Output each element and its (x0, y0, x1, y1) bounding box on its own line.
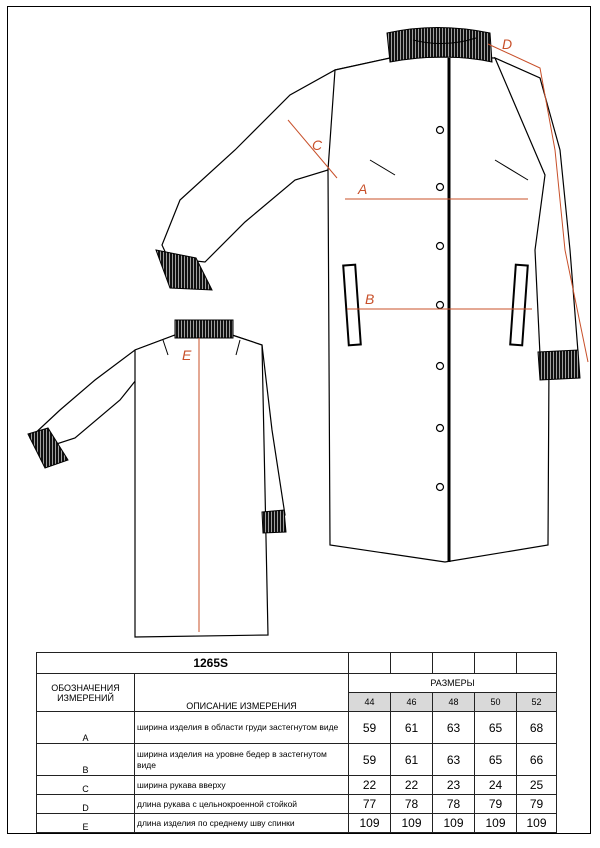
table-header-row (37, 674, 557, 693)
back-collar (175, 320, 233, 338)
row-value: 78 (391, 795, 433, 814)
row-value: 22 (391, 776, 433, 795)
row-code: B (37, 744, 135, 776)
coat-back-view (30, 335, 285, 637)
button (437, 127, 444, 134)
back-right-cuff (262, 510, 286, 533)
label-d: D (502, 36, 513, 52)
row-description: ширина изделия на уровне бедер в застегнутом виде (135, 744, 349, 776)
measurement-table (36, 652, 557, 833)
header-sizes: РАЗМЕРЫ (349, 674, 557, 693)
front-right-cuff (538, 350, 580, 380)
row-description: длина рукава с цельнокроенной стойкой (135, 795, 349, 814)
front-collar (387, 28, 492, 63)
row-value: 59 (349, 744, 391, 776)
size-44: 44 (349, 693, 391, 712)
row-value: 65 (475, 712, 517, 744)
size-48: 48 (433, 693, 475, 712)
row-description: ширина изделия в области груди застегнутом виде (135, 712, 349, 744)
row-value: 109 (475, 814, 517, 833)
label-a: A (358, 181, 368, 197)
table-row (37, 814, 557, 833)
row-value: 79 (475, 795, 517, 814)
row-value: 65 (475, 744, 517, 776)
table-row (37, 776, 557, 795)
row-code: D (37, 795, 135, 814)
button (437, 363, 444, 370)
row-description: ширина рукава вверху (135, 776, 349, 795)
header-codes: ОБОЗНАЧЕНИЯ ИЗМЕРЕНИЙ (37, 674, 135, 712)
row-code: C (37, 776, 135, 795)
row-value: 109 (349, 814, 391, 833)
button (437, 302, 444, 309)
button (437, 484, 444, 491)
size-50: 50 (475, 693, 517, 712)
row-value: 22 (349, 776, 391, 795)
label-b: B (365, 291, 375, 307)
row-value: 63 (433, 712, 475, 744)
back-body (135, 335, 268, 637)
row-code: E (37, 814, 135, 833)
label-c: C (312, 137, 323, 153)
row-value: 109 (517, 814, 557, 833)
model-code: 1265S (37, 653, 349, 674)
row-value: 66 (517, 744, 557, 776)
row-value: 77 (349, 795, 391, 814)
row-value: 109 (391, 814, 433, 833)
button (437, 243, 444, 250)
row-value: 63 (433, 744, 475, 776)
table-model-row (37, 653, 557, 674)
row-value: 25 (517, 776, 557, 795)
row-code: A (37, 712, 135, 744)
table-row (37, 712, 557, 744)
button (437, 184, 444, 191)
row-value: 79 (517, 795, 557, 814)
row-value: 23 (433, 776, 475, 795)
header-description: ОПИСАНИЕ ИЗМЕРЕНИЯ (135, 674, 349, 712)
row-description: длина изделия по среднему шву спинки (135, 814, 349, 833)
row-value: 24 (475, 776, 517, 795)
table-row (37, 744, 557, 776)
row-value: 109 (433, 814, 475, 833)
row-value: 59 (349, 712, 391, 744)
table-row (37, 795, 557, 814)
row-value: 61 (391, 744, 433, 776)
row-value: 78 (433, 795, 475, 814)
size-52: 52 (517, 693, 557, 712)
label-e: E (182, 347, 192, 363)
size-46: 46 (391, 693, 433, 712)
button (437, 425, 444, 432)
row-value: 61 (391, 712, 433, 744)
row-value: 68 (517, 712, 557, 744)
